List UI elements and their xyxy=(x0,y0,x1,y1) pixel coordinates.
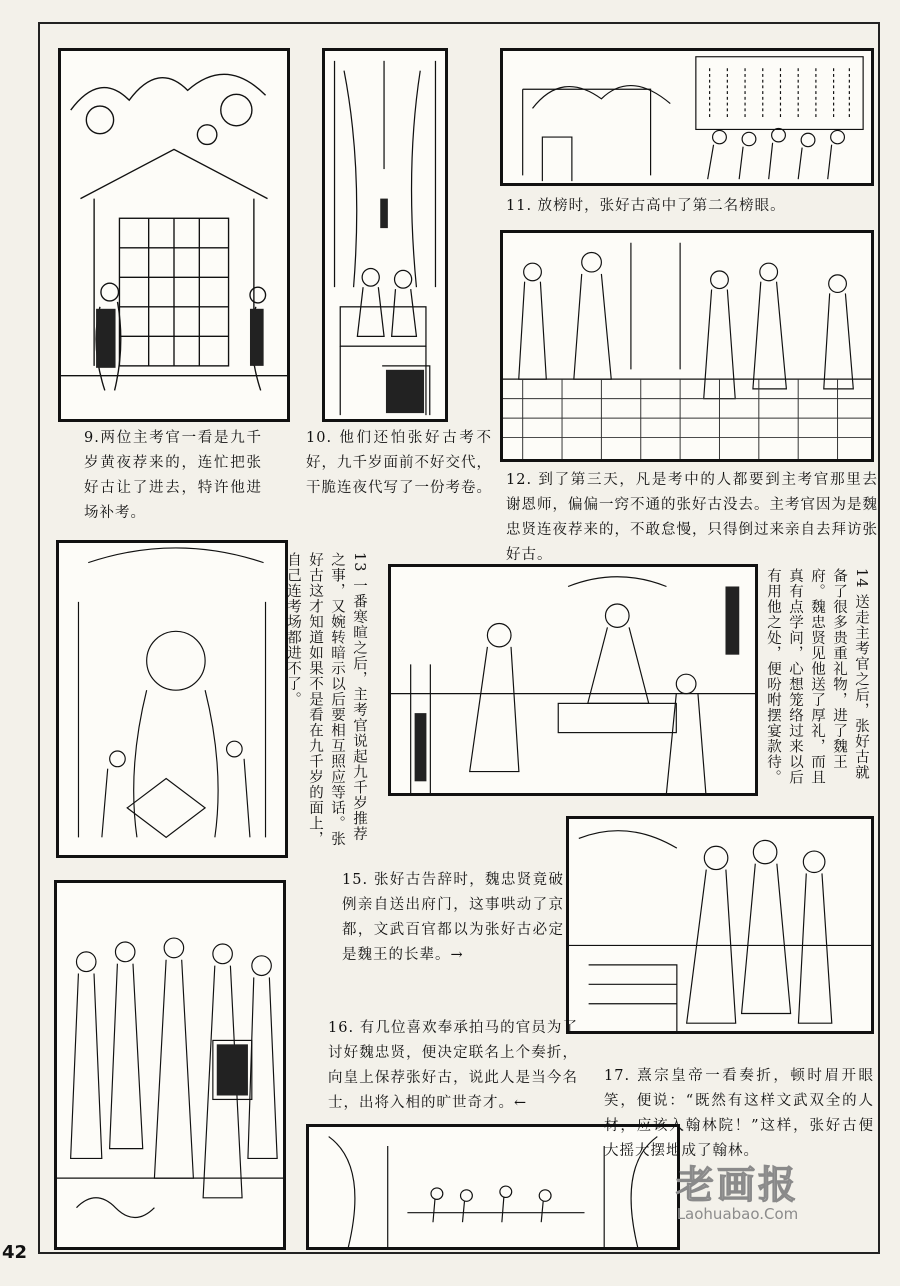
illustration-panel-10 xyxy=(322,48,448,422)
illustration-panel-13 xyxy=(56,540,288,858)
watermark-url: Laohuabao.Com xyxy=(676,1205,799,1223)
caption-17: 17. 熹宗皇帝一看奏折，顿时眉开眼笑，便说：“既然有这样文武双全的人材，应该入翰林院！”这样，张好古便大摇大摆地成了翰林。 xyxy=(604,1068,874,1159)
caption-9: 9.两位主考官一看是九千岁黄夜荐来的，连忙把张好古让了进去，特许他进场补考。 xyxy=(84,430,262,521)
watermark xyxy=(676,1154,799,1223)
page-number: 42 xyxy=(2,1242,28,1263)
watermark-logo: 老画报 xyxy=(676,1163,800,1207)
caption-12: 12. 到了第三天，凡是考中的人都要到主考官那里去谢恩师，偏偏一窍不通的张好古没去。主考官因为是魏忠贤连夜荐来的，不敢怠慢，只得倒过来亲自去拜访张好古。 xyxy=(506,472,878,563)
caption-11: 11. 放榜时，张好古高中了第二名榜眼。 xyxy=(506,198,786,214)
caption-15: 15. 张好古告辞时，魏忠贤竟破例亲自送出府门，这事哄动了京都，文武百官都以为张好古必定是魏王的长辈。→ xyxy=(342,872,564,963)
caption-14: 14 送走主考官之后，张好古就备了很多贵重礼物，进了魏王府。魏忠贤见他送了厚礼，而且真有点学问，心想笼络过来以后有用他之处，便吩咐摆宴款待。 xyxy=(765,568,869,785)
illustration-panel-16 xyxy=(54,880,286,1250)
illustration-panel-12 xyxy=(500,230,874,462)
illustration-panel-11 xyxy=(500,48,874,186)
caption-16: 16. 有几位喜欢奉承拍马的官员为了讨好魏忠贤，便决定联名上个奏折，向皇上保荐张好古，说此人是当今名士，出将入相的旷世奇才。← xyxy=(328,1020,578,1111)
caption-13: 13 一番寒暄之后，主考官说起九千岁推荐之事，又婉转暗示以后要相互照应等话。张好古这才知道如果不是看在九千岁的面上，自己连考场都进不了。 xyxy=(285,552,367,847)
illustration-panel-14 xyxy=(388,564,758,796)
illustration-panel-9 xyxy=(58,48,290,422)
illustration-panel-15 xyxy=(566,816,874,1034)
caption-10: 10. 他们还怕张好古考不好，九千岁面前不好交代，干脆连夜代写了一份考卷。 xyxy=(306,430,492,496)
